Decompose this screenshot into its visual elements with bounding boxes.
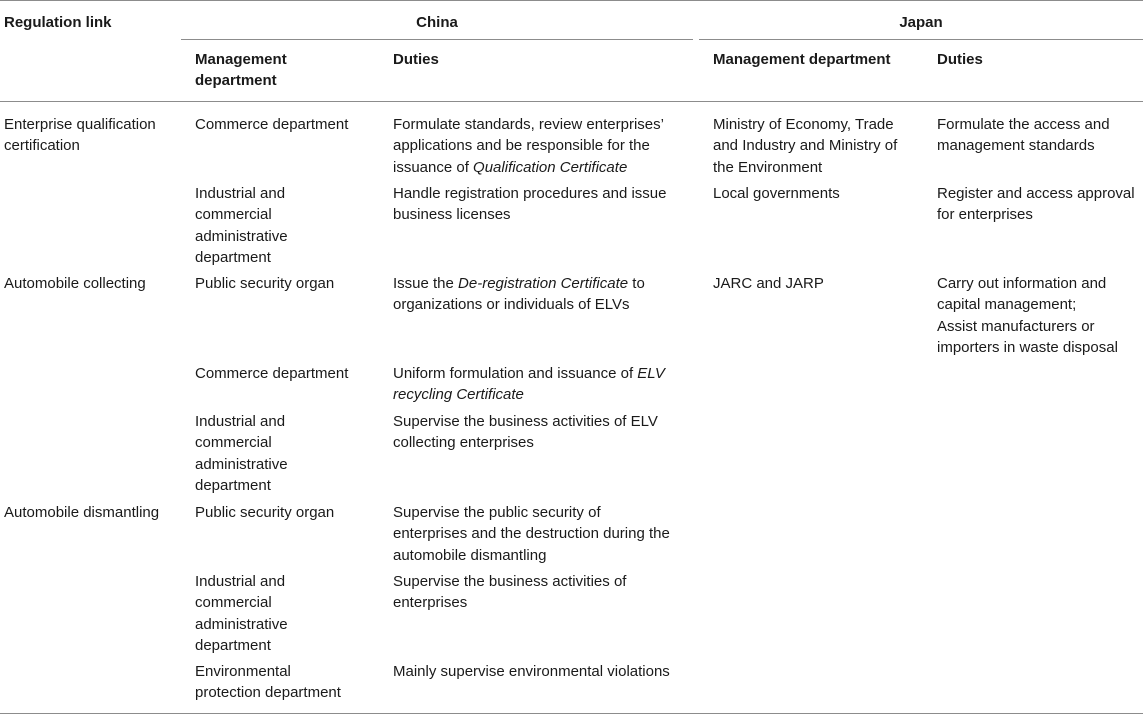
table-row-link: Automobile dismantling: [4, 504, 160, 521]
top-rule: [0, 0, 1143, 1]
japan-dept-cell: JARC and JARP: [713, 275, 824, 292]
china-duties-cell: Mainly supervise environmental violations: [393, 663, 670, 680]
table-row-link: Enterprise qualification certification: [4, 116, 156, 155]
japan-group-rule: [699, 39, 1143, 40]
china-dept-cell: Industrial and commercial administrative department: [195, 413, 288, 494]
header-japan-duties: Duties: [937, 51, 983, 68]
bottom-rule: [0, 713, 1143, 714]
china-duties-cell: Handle registration procedures and issue business licenses: [393, 185, 667, 224]
china-dept-cell: Public security organ: [195, 504, 335, 521]
japan-dept-cell: Local governments: [713, 185, 840, 202]
china-duties-cell: Supervise the business activities of enterprises: [393, 573, 627, 612]
header-japan-management: Management department: [713, 51, 891, 68]
china-duties-cell: Supervise the business activities of ELV collecting enterprises: [393, 413, 658, 452]
china-duties-cell: Supervise the public security of enterprises and the destruction during the automobile dismantling: [393, 504, 670, 564]
japan-duties-cell: Carry out information and capital management; Assist manufacturers or importers in waste disposal: [937, 275, 1118, 356]
china-duties-cell: Formulate standards, review enterprises’ applications and be responsible for the issuance of Qualification Certificate: [393, 116, 664, 176]
header-bottom-rule: [0, 101, 1143, 102]
china-dept-cell: Industrial and commercial administrative department: [195, 573, 288, 654]
china-dept-cell: Environmental protection department: [195, 663, 341, 702]
japan-duties-cell: Formulate the access and management standards: [937, 116, 1110, 155]
table-row-link: Automobile collecting: [4, 275, 146, 292]
china-duties-cell: Uniform formulation and issuance of ELV recycling Certificate: [393, 365, 665, 404]
china-dept-cell: Commerce department: [195, 116, 349, 133]
china-duties-cell: Issue the De-registration Certificate to organizations or individuals of ELVs: [393, 275, 645, 314]
header-china-management: Management department: [195, 51, 287, 90]
china-dept-cell: Industrial and commercial administrative department: [195, 185, 288, 266]
china-dept-cell: Commerce department: [195, 365, 349, 382]
china-dept-cell: Public security organ: [195, 275, 335, 292]
header-china: China: [416, 14, 458, 31]
header-china-duties: Duties: [393, 51, 439, 68]
japan-duties-cell: Register and access approval for enterprises: [937, 185, 1135, 224]
header-regulation-link: Regulation link: [4, 14, 112, 31]
header-japan: Japan: [899, 14, 943, 31]
china-group-rule: [181, 39, 693, 40]
japan-dept-cell: Ministry of Economy, Trade and Industry and Ministry of the Environment: [713, 116, 898, 176]
